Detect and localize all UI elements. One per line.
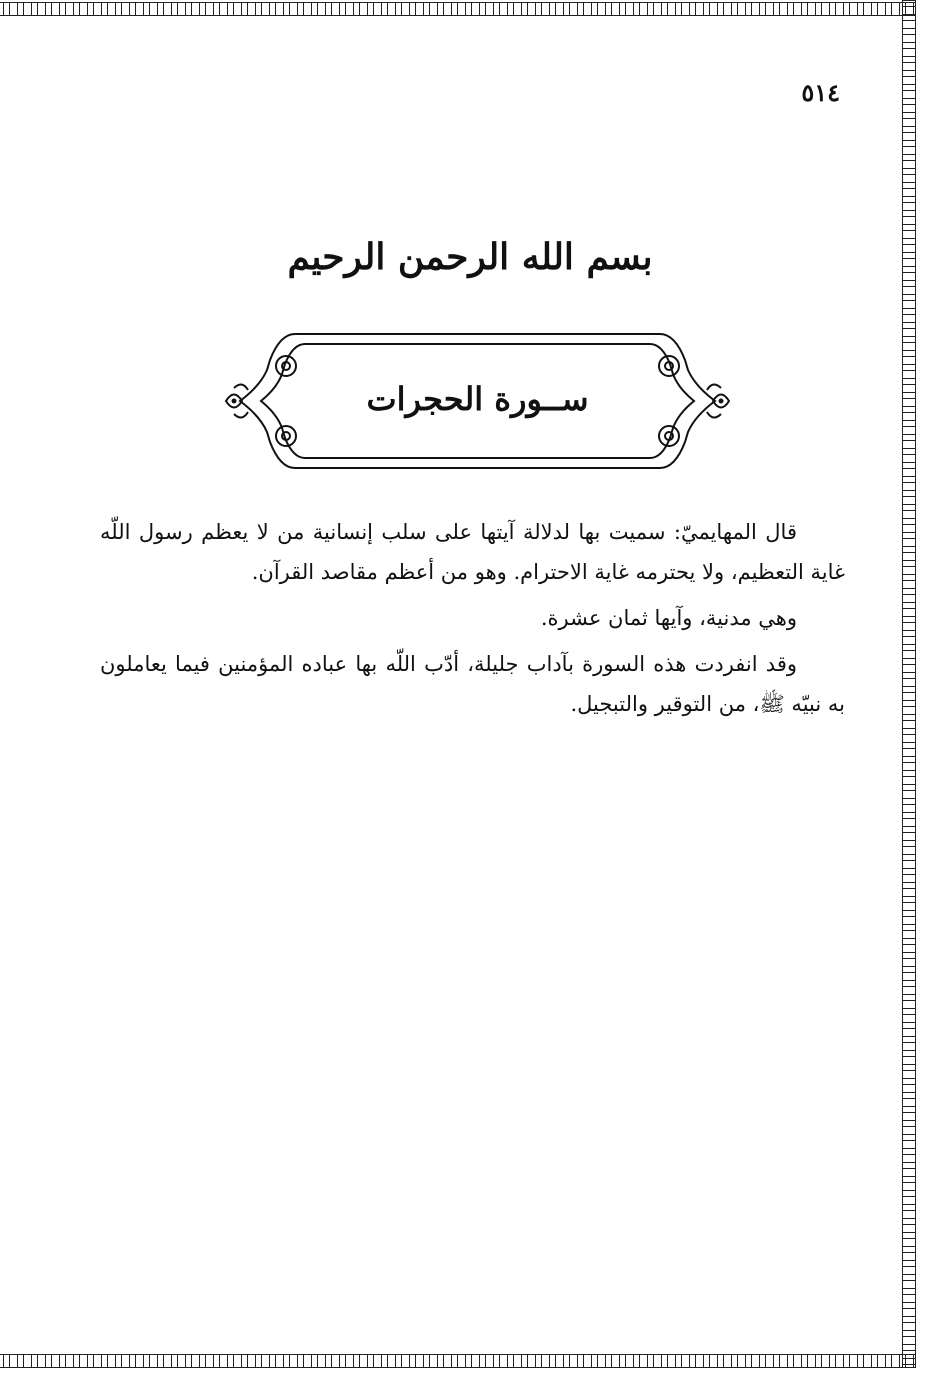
body-text: [100, 512, 845, 730]
paragraph-madani: وهي مدنية، وآيها ثمان عشرة.: [540, 606, 797, 630]
basmala-heading: بسم الله الرحمن الرحيم: [287, 236, 653, 278]
surah-title: ســورة الحجرات: [366, 380, 589, 418]
paragraph-adab: وقد انفردت هذه السورة بآداب جليلة، أدّب اللّه بها عباده المؤمنين فيما يعاملون به نبيّه ﷺ، من التوقير والتبجيل.: [100, 652, 845, 716]
surah-title-frame: [220, 330, 735, 472]
bottom-ornamental-border: [0, 1354, 915, 1368]
top-ornamental-border: [0, 2, 915, 16]
page-number: ٥١٤: [801, 78, 840, 107]
right-ornamental-border: [902, 0, 916, 1368]
paragraph-intro: قال المهايميّ: سميت بها لدلالة آيتها على سلب إنسانية من لا يعظم رسول اللّه غاية التعظيم، ولا يحترمه غاية الاحترام. وهو من أعظم مقاصد القرآن.: [100, 520, 845, 584]
